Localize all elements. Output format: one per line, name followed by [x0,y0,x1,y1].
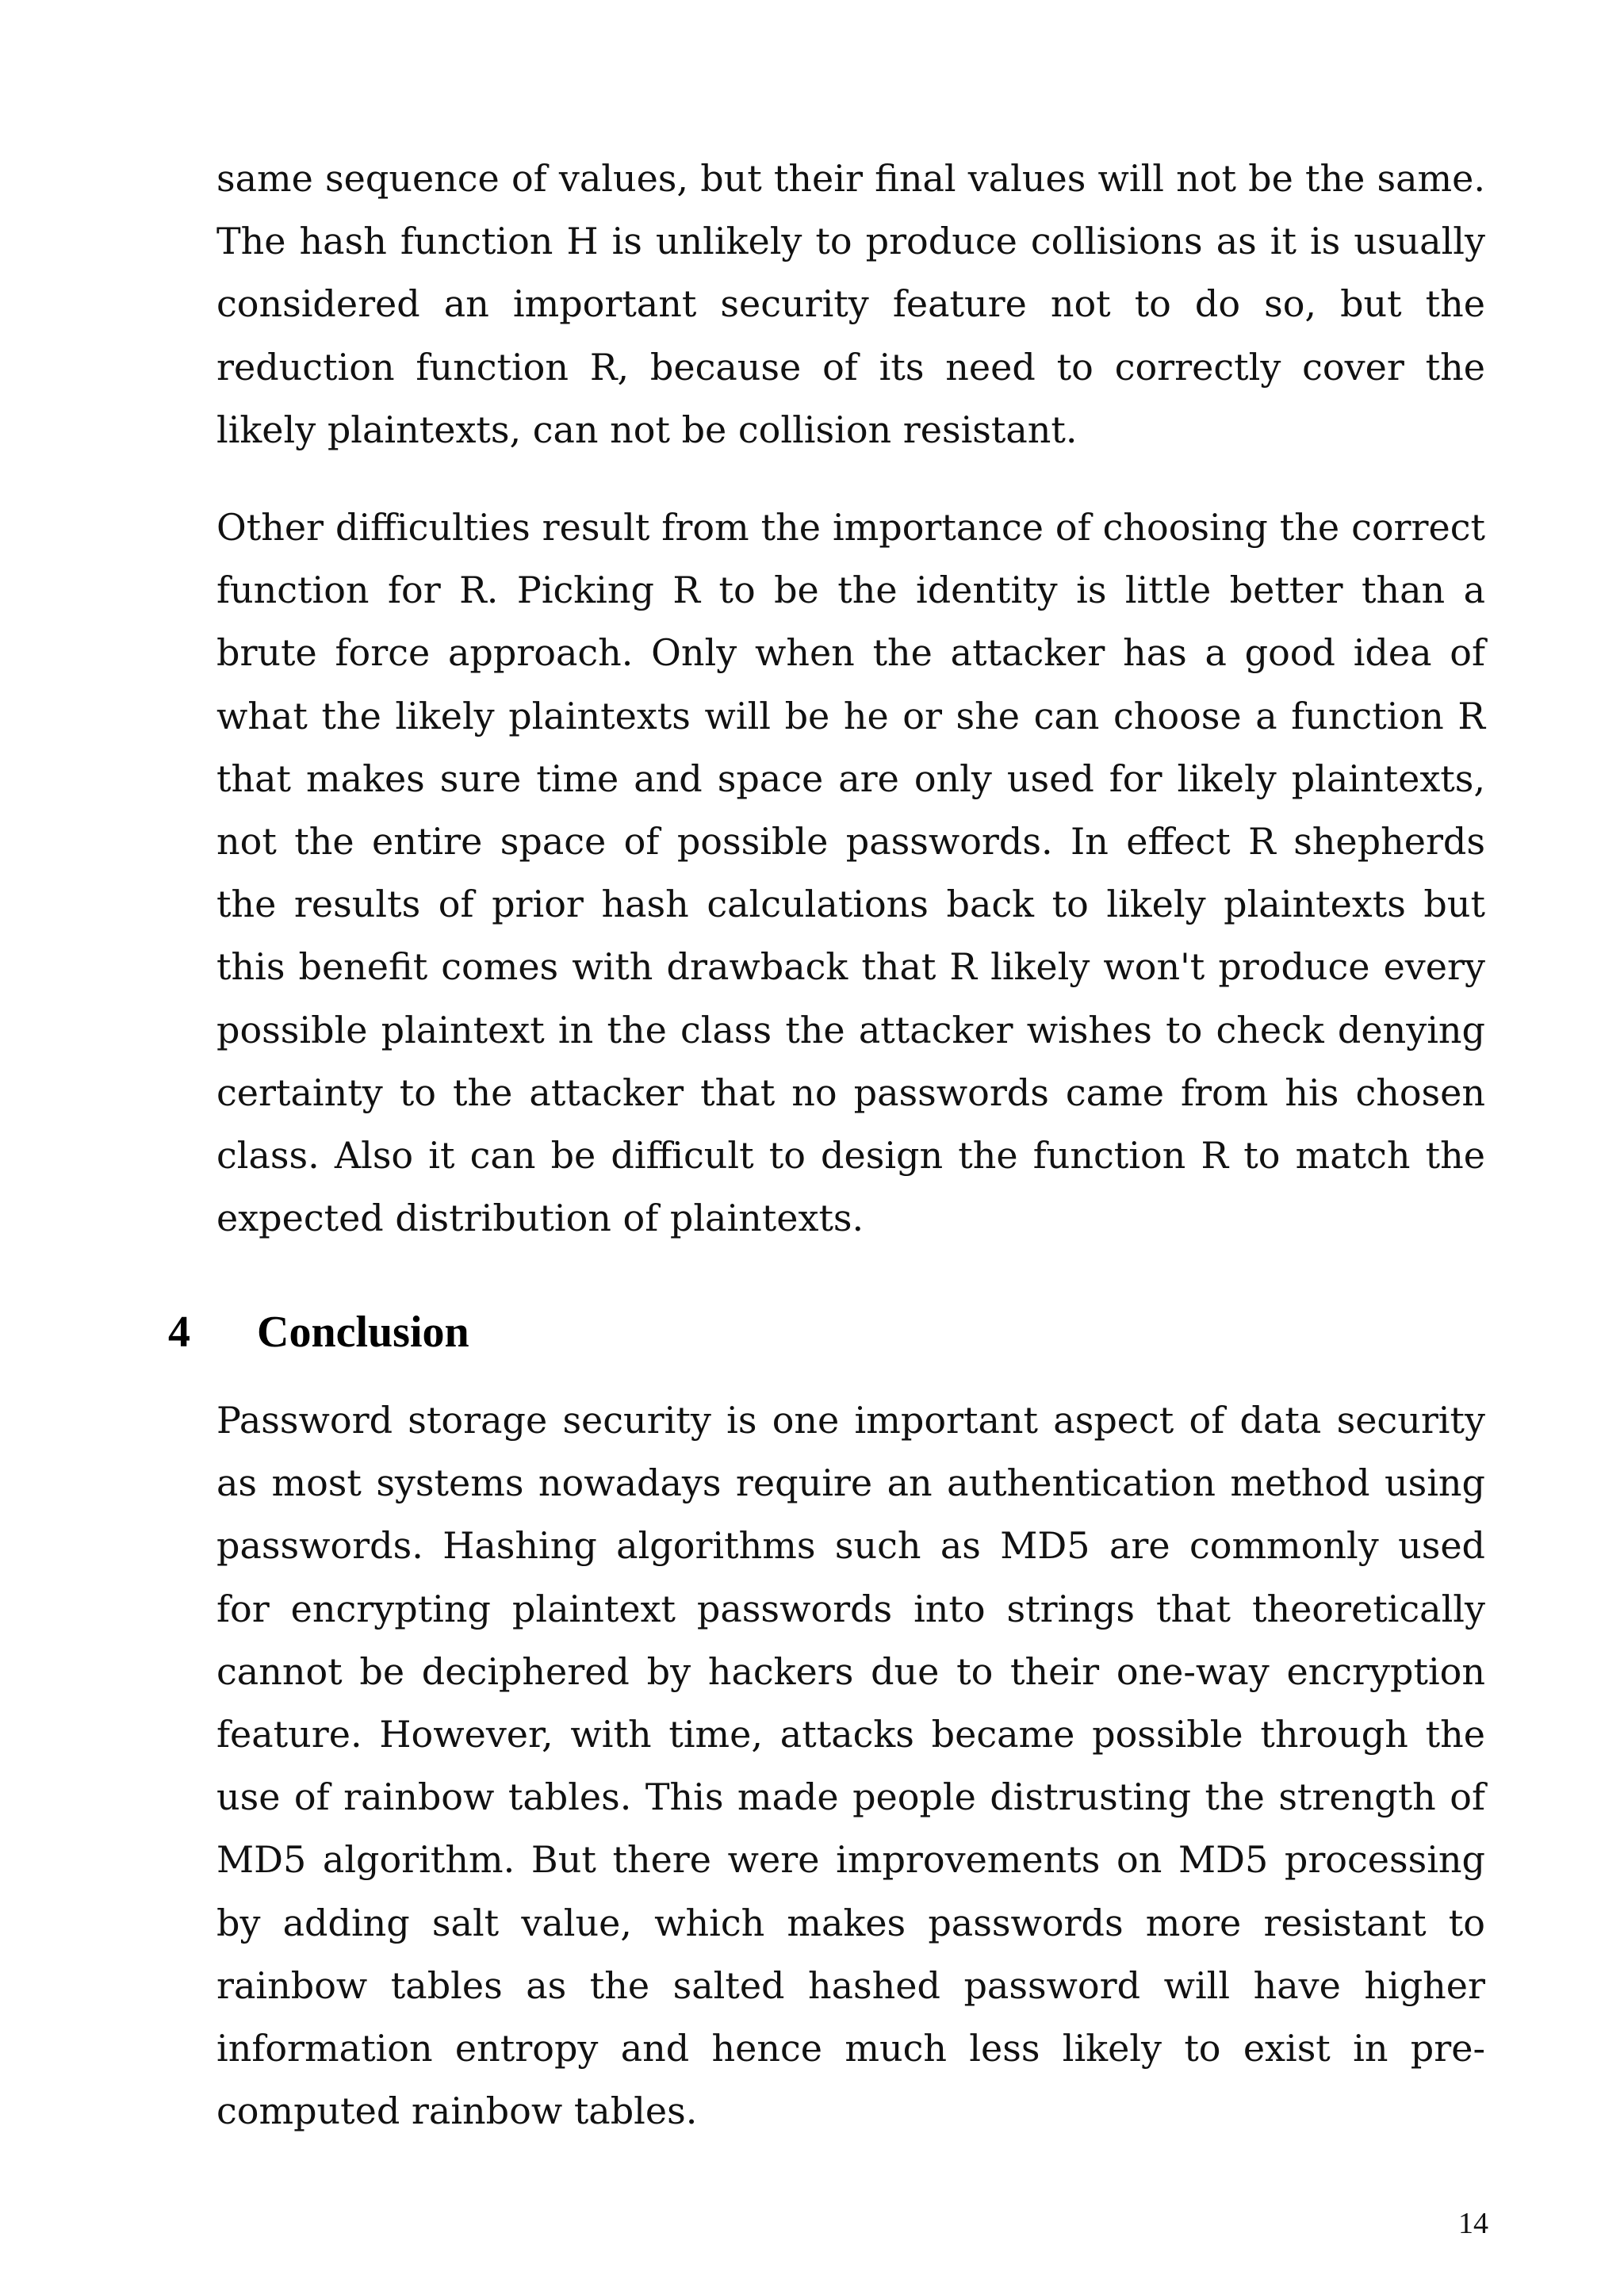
body-paragraph: Other difficulties result from the importance of choosing the correct function for R. Picking R to be the identity is little better than a brute force approach. Only when the attacker has a good idea of what the likely plaintexts will be he or she can choose a function R that makes sure time and space are only used for likely plaintexts, not the entire space of possible passwords. In effect R shepherds the results of prior hash calculations back to likely plaintexts but this benefit comes with drawback that R likely won't produce every possible plaintext in the class the attacker wishes to check denying certainty to the attacker that no passwords came from his chosen class. Also it can be difficult to design the function R to match the expected distribution of plaintexts. [216,506,1485,1240]
section-heading [168,1304,469,1360]
page-number: 14 [1458,2207,1488,2240]
section-title: Conclusion [257,1308,469,1357]
section-number: 4 [168,1308,190,1357]
section-paragraph: Password storage security is one important aspect of data security as most systems nowadays require an authentication method using passwords. Hashing algorithms such as MD5 are commonly used for encrypting plaintext passwords into strings that theoretically cannot be deciphered by hackers due to their one-way encryption feature. However, with time, attacks became possible through the use of rainbow tables. This made people distrusting the strength of MD5 algorithm. But there were improvements on MD5 processing by adding salt value, which makes passwords more resistant to rainbow tables as the salted hashed password will have higher information entropy and hence much less likely to exist in pre-computed rainbow tables. [216,1399,1485,2133]
body-paragraph: same sequence of values, but their final values will not be the same. The hash function H is unlikely to produce collisions as it is usually considered an important security feature not to do so, but the reduction function R, because of its need to correctly cover the likely plaintexts, can not be collision resistant. [216,157,1485,451]
